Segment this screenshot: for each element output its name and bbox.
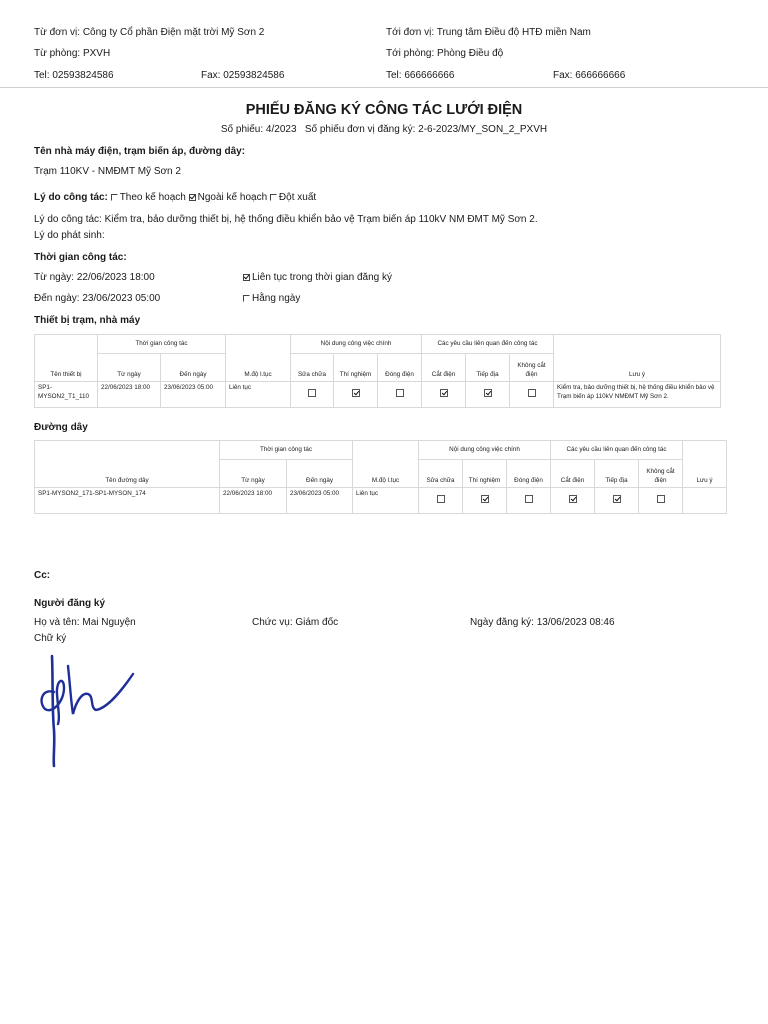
from-fax: Fax: 02593824586 [201, 70, 285, 81]
daily-label: Hằng ngày [252, 293, 301, 304]
reason-unplanned-label: Ngoài kế hoạch [197, 192, 268, 203]
registrant-position: Chức vụ: Giám đốc [252, 617, 339, 628]
signature-image [30, 650, 145, 772]
line-close-checkbox[interactable] [525, 495, 533, 503]
station-col-ground: Tiếp địa [466, 354, 510, 382]
facility-label: Tên nhà máy điện, trạm biến áp, đường dây: [34, 146, 246, 157]
time-to: Đến ngày: 23/06/2023 05:00 [34, 293, 161, 304]
table-row [35, 488, 727, 514]
from-tel: Tel: 02593824586 [34, 70, 114, 81]
station-section-title: Thiết bị trạm, nhà máy [34, 315, 141, 326]
line-col-mode: M.độ l.tục [353, 441, 419, 488]
station-nocut-checkbox[interactable] [528, 389, 536, 397]
station-col-nocut: Không cắt điện [510, 354, 554, 382]
station-group-req: Các yêu cầu liên quan đến công tác [422, 335, 554, 354]
reason-unplanned-checkbox[interactable] [189, 194, 196, 201]
line-col-close: Đóng điện [507, 460, 551, 488]
from-dept: Từ phòng: PXVH [34, 48, 111, 59]
line-col-nocut: Không cắt điện [639, 460, 683, 488]
line-ground-checkbox[interactable] [613, 495, 621, 503]
reason-planned-checkbox[interactable] [111, 194, 118, 201]
reason-row [34, 192, 316, 203]
header-divider [0, 87, 768, 88]
station-col-test: Thí nghiệm [334, 354, 378, 382]
reason-arising: Lý do phát sinh: [34, 230, 105, 241]
station-col-repair: Sửa chữa [291, 354, 334, 382]
station-col-from: Từ ngày [98, 354, 161, 382]
line-col-repair: Sửa chữa [419, 460, 463, 488]
station-ground-checkbox[interactable] [484, 389, 492, 397]
station-test-checkbox[interactable] [352, 389, 360, 397]
reason-label: Lý do công tác: [34, 192, 108, 203]
time-from: Từ ngày: 22/06/2023 18:00 [34, 272, 155, 283]
station-cut-checkbox[interactable] [440, 389, 448, 397]
station-note-cell: Kiểm tra, bảo dưỡng thiết bị, hệ thống điều khiển bảo vệ Trạm biến áp 110kV NMĐMT Mỹ Sơn 2. [554, 382, 721, 408]
line-col-name: Tên đường dây [35, 441, 220, 488]
from-unit: Từ đơn vị: Công ty Cổ phần Điện mặt trời Mỹ Sơn 2 [34, 27, 265, 38]
reason-planned-label: Theo kế hoạch [119, 192, 186, 203]
daily-checkbox[interactable] [243, 295, 250, 302]
line-to-cell: 23/06/2023 05:00 [287, 488, 353, 514]
to-tel: Tel: 666666666 [386, 70, 455, 81]
line-from-cell: 22/06/2023 18:00 [220, 488, 287, 514]
line-col-cut: Cắt điện [551, 460, 595, 488]
line-note-cell [683, 488, 727, 514]
station-col-mode: M.độ l.tục [226, 335, 291, 382]
reason-detail: Lý do công tác: Kiểm tra, bảo dưỡng thiết bị, hệ thống điều khiển bảo vệ Trạm biến áp 110kV NM ĐMT Mỹ Sơn 2. [34, 214, 538, 225]
time-label: Thời gian công tác: [34, 252, 127, 263]
line-group-req: Các yêu cầu liên quan đến công tác [551, 441, 683, 460]
station-col-device: Tên thiết bị [35, 335, 98, 382]
station-col-to: Đến ngày [161, 354, 226, 382]
line-col-to: Đến ngày [287, 460, 353, 488]
line-col-from: Từ ngày [220, 460, 287, 488]
line-test-checkbox[interactable] [481, 495, 489, 503]
facility-value: Trạm 110KV - NMĐMT Mỹ Sơn 2 [34, 166, 181, 177]
station-mode-cell: Liên tục [226, 382, 291, 408]
station-close-checkbox[interactable] [396, 389, 404, 397]
line-col-ground: Tiếp địa [595, 460, 639, 488]
reason-sudden-label: Đột xuất [278, 192, 317, 203]
station-group-work: Nội dung công việc chính [291, 335, 422, 354]
line-col-note: Lưu ý [683, 441, 727, 488]
line-name-cell: SP1-MYSON2_171-SP1-MYSON_174 [35, 488, 220, 514]
table-row [35, 382, 721, 408]
station-device-cell: SP1-MYSON2_T1_110 [35, 382, 98, 408]
line-cut-checkbox[interactable] [569, 495, 577, 503]
continuous-row [243, 272, 392, 283]
station-table [34, 334, 721, 408]
to-dept: Tới phòng: Phòng Điều độ [386, 48, 504, 59]
registrant-date: Ngày đăng ký: 13/06/2023 08:46 [470, 617, 615, 628]
station-group-time: Thời gian công tác [98, 335, 226, 354]
station-from-cell: 22/06/2023 18:00 [98, 382, 161, 408]
registrant-heading: Người đăng ký [34, 598, 106, 609]
station-col-close: Đóng điện [378, 354, 422, 382]
line-col-test: Thí nghiệm [463, 460, 507, 488]
continuous-label: Liên tục trong thời gian đăng ký [252, 272, 392, 283]
signature-label: Chữ ký [34, 633, 67, 644]
station-to-cell: 23/06/2023 05:00 [161, 382, 226, 408]
line-group-time: Thời gian công tác [220, 441, 353, 460]
line-repair-checkbox[interactable] [437, 495, 445, 503]
line-group-work: Nội dung công việc chính [419, 441, 551, 460]
continuous-checkbox[interactable] [243, 274, 250, 281]
registrant-name: Họ và tên: Mai Nguyện [34, 617, 136, 628]
to-unit: Tới đơn vị: Trung tâm Điều độ HTĐ miền Nam [386, 27, 591, 38]
to-fax: Fax: 666666666 [553, 70, 626, 81]
station-repair-checkbox[interactable] [308, 389, 316, 397]
page-title: PHIẾU ĐĂNG KÝ CÔNG TÁC LƯỚI ĐIỆN [245, 102, 523, 118]
line-mode-cell: Liên tục [353, 488, 419, 514]
line-nocut-checkbox[interactable] [657, 495, 665, 503]
reason-sudden-checkbox[interactable] [270, 194, 277, 201]
page-subtitle: Số phiếu: 4/2023 Số phiếu đơn vị đăng ký: 2-6-2023/MY_SON_2_PXVH [220, 124, 548, 135]
line-section-title: Đường dây [34, 422, 88, 433]
station-col-note: Lưu ý [554, 335, 721, 382]
daily-row [243, 293, 300, 304]
cc-label: Cc: [34, 570, 51, 581]
line-table [34, 440, 727, 514]
station-col-cut: Cắt điện [422, 354, 466, 382]
